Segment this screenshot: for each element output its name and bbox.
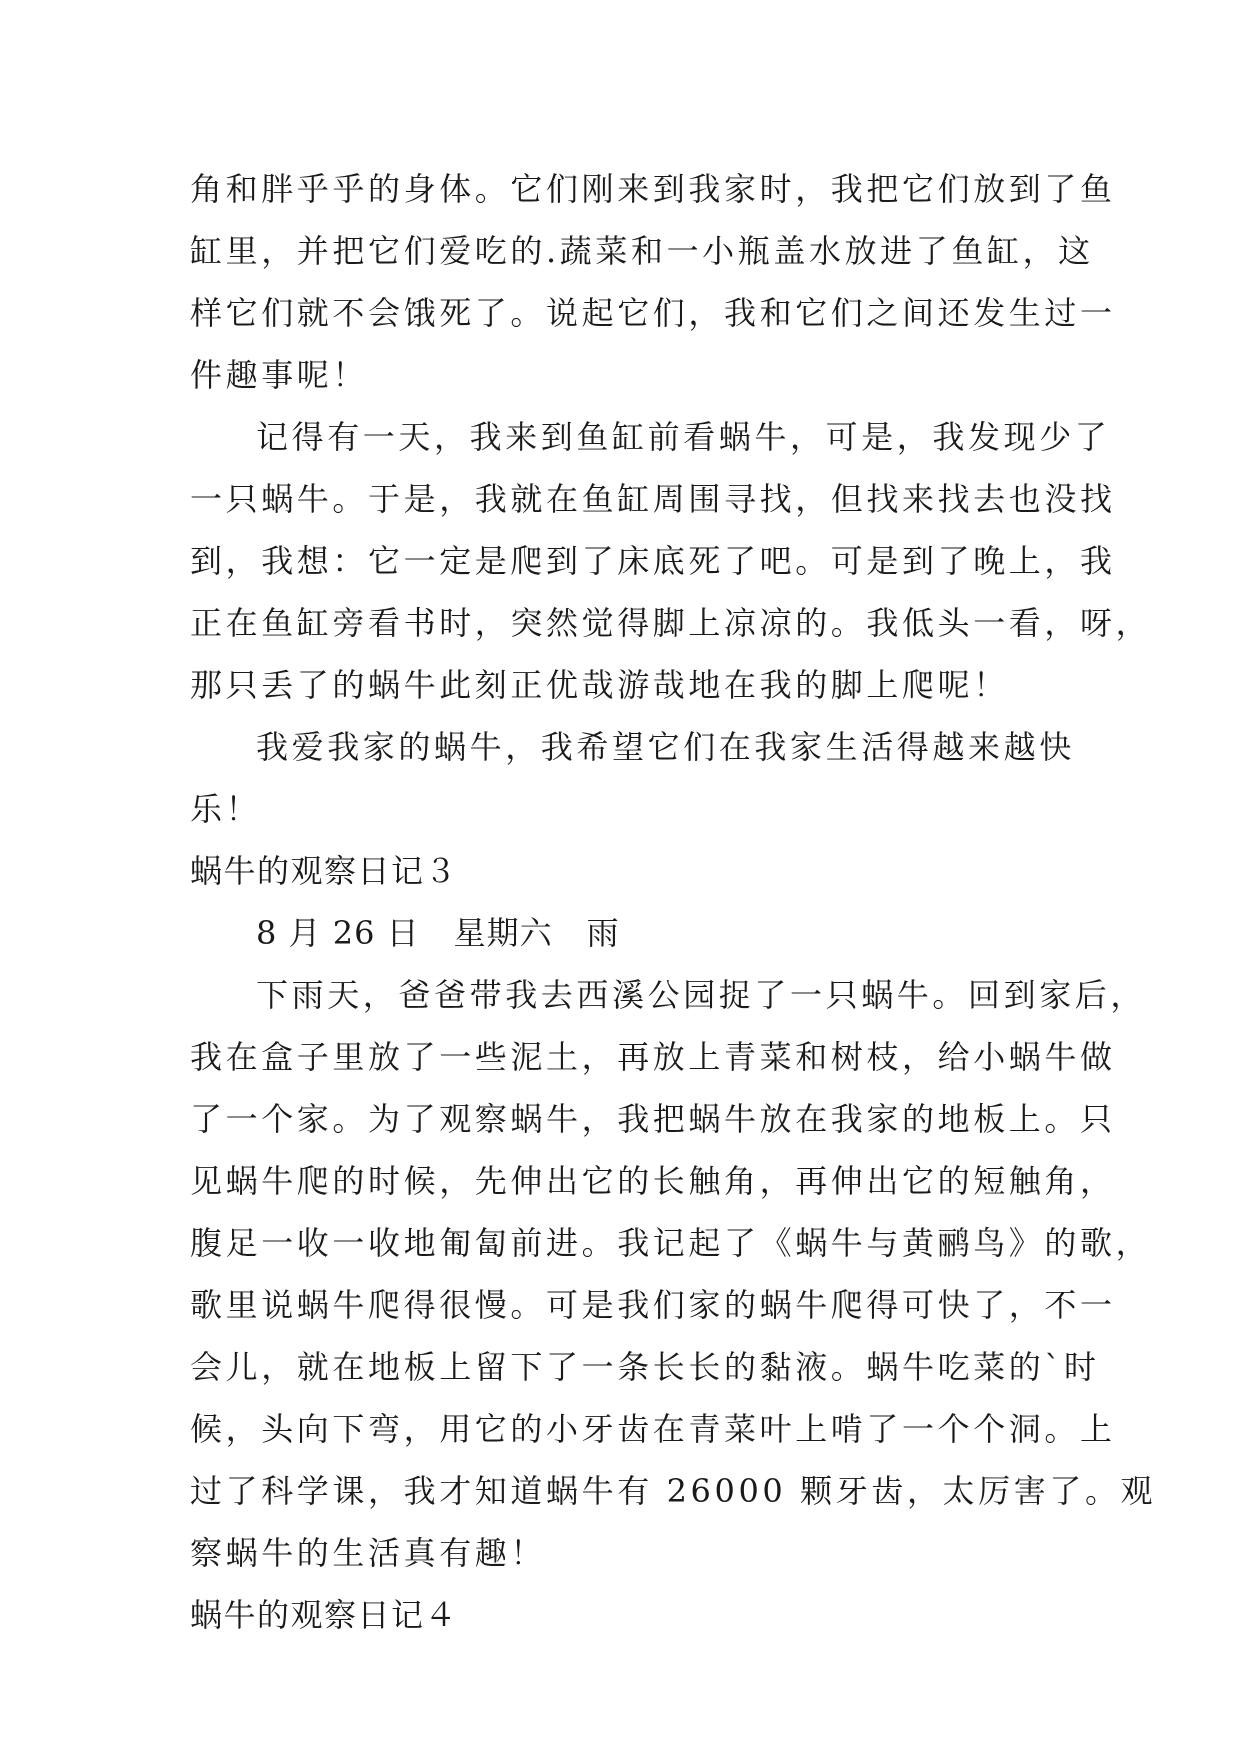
paragraph-line: 记得有一天，我来到鱼缸前看蜗牛，可是，我发现少了 xyxy=(256,418,1111,456)
paragraph-line: 歌里说蜗牛爬得很慢。可是我们家的蜗牛爬得可快了，不一 xyxy=(190,1286,1116,1324)
paragraph-line: 乐！ xyxy=(190,790,262,828)
paragraph-line: 角和胖乎乎的身体。它们刚来到我家时，我把它们放到了鱼 xyxy=(190,170,1116,208)
paragraph-line: 缸里，并把它们爱吃的.蔬菜和一小瓶盖水放进了鱼缸，这 xyxy=(190,232,1094,270)
diary-date-line xyxy=(190,902,1070,964)
paragraph-line: 见蜗牛爬的时候，先伸出它的长触角，再伸出它的短触角， xyxy=(190,1162,1116,1200)
section-heading: 蜗牛的观察日记３ xyxy=(190,852,459,890)
paragraph-line: 到，我想：它一定是爬到了床底死了吧。可是到了晚上，我 xyxy=(190,542,1116,580)
paragraph-line: 件趣事呢！ xyxy=(190,356,369,394)
section-heading: 蜗牛的观察日记４ xyxy=(190,1596,459,1634)
paragraph-line: 过了科学课，我才知道蜗牛有 26000 颗牙齿，太厉害了。观 xyxy=(190,1472,1157,1510)
paragraph-line: 一只蜗牛。于是，我就在鱼缸周围寻找，但找来找去也没找 xyxy=(190,480,1116,518)
paragraph-line: 了一个家。为了观察蜗牛，我把蜗牛放在我家的地板上。只 xyxy=(190,1100,1116,1138)
diary-weekday: 星期六 xyxy=(453,914,553,952)
diary-weather: 雨 xyxy=(586,914,620,952)
paragraph-line: 我在盒子里放了一些泥土，再放上青菜和树枝，给小蜗牛做 xyxy=(190,1038,1116,1076)
paragraph-line: 样它们就不会饿死了。说起它们，我和它们之间还发生过一 xyxy=(190,294,1116,332)
paragraph-line: 候，头向下弯，用它的小牙齿在青菜叶上啃了一个个洞。上 xyxy=(190,1410,1116,1448)
document-body xyxy=(190,158,1157,1646)
diary-date: 8 月 26 日 xyxy=(256,914,420,952)
paragraph-line: 腹足一收一收地匍匐前进。我记起了《蜗牛与黄鹂鸟》的歌， xyxy=(190,1224,1152,1262)
paragraph-line: 那只丢了的蜗牛此刻正优哉游哉地在我的脚上爬呢！ xyxy=(190,666,1009,704)
paragraph-line: 我爱我家的蜗牛，我希望它们在我家生活得越来越快 xyxy=(256,728,1075,766)
paragraph-line: 察蜗牛的生活真有趣！ xyxy=(190,1534,547,1572)
paragraph-line: 正在鱼缸旁看书时，突然觉得脚上凉凉的。我低头一看，呀， xyxy=(190,604,1152,642)
paragraph-line: 会儿，就在地板上留下了一条长长的黏液。蜗牛吃菜的`时 xyxy=(190,1348,1100,1386)
paragraph-line: 下雨天，爸爸带我去西溪公园捉了一只蜗牛。回到家后， xyxy=(256,976,1147,1014)
